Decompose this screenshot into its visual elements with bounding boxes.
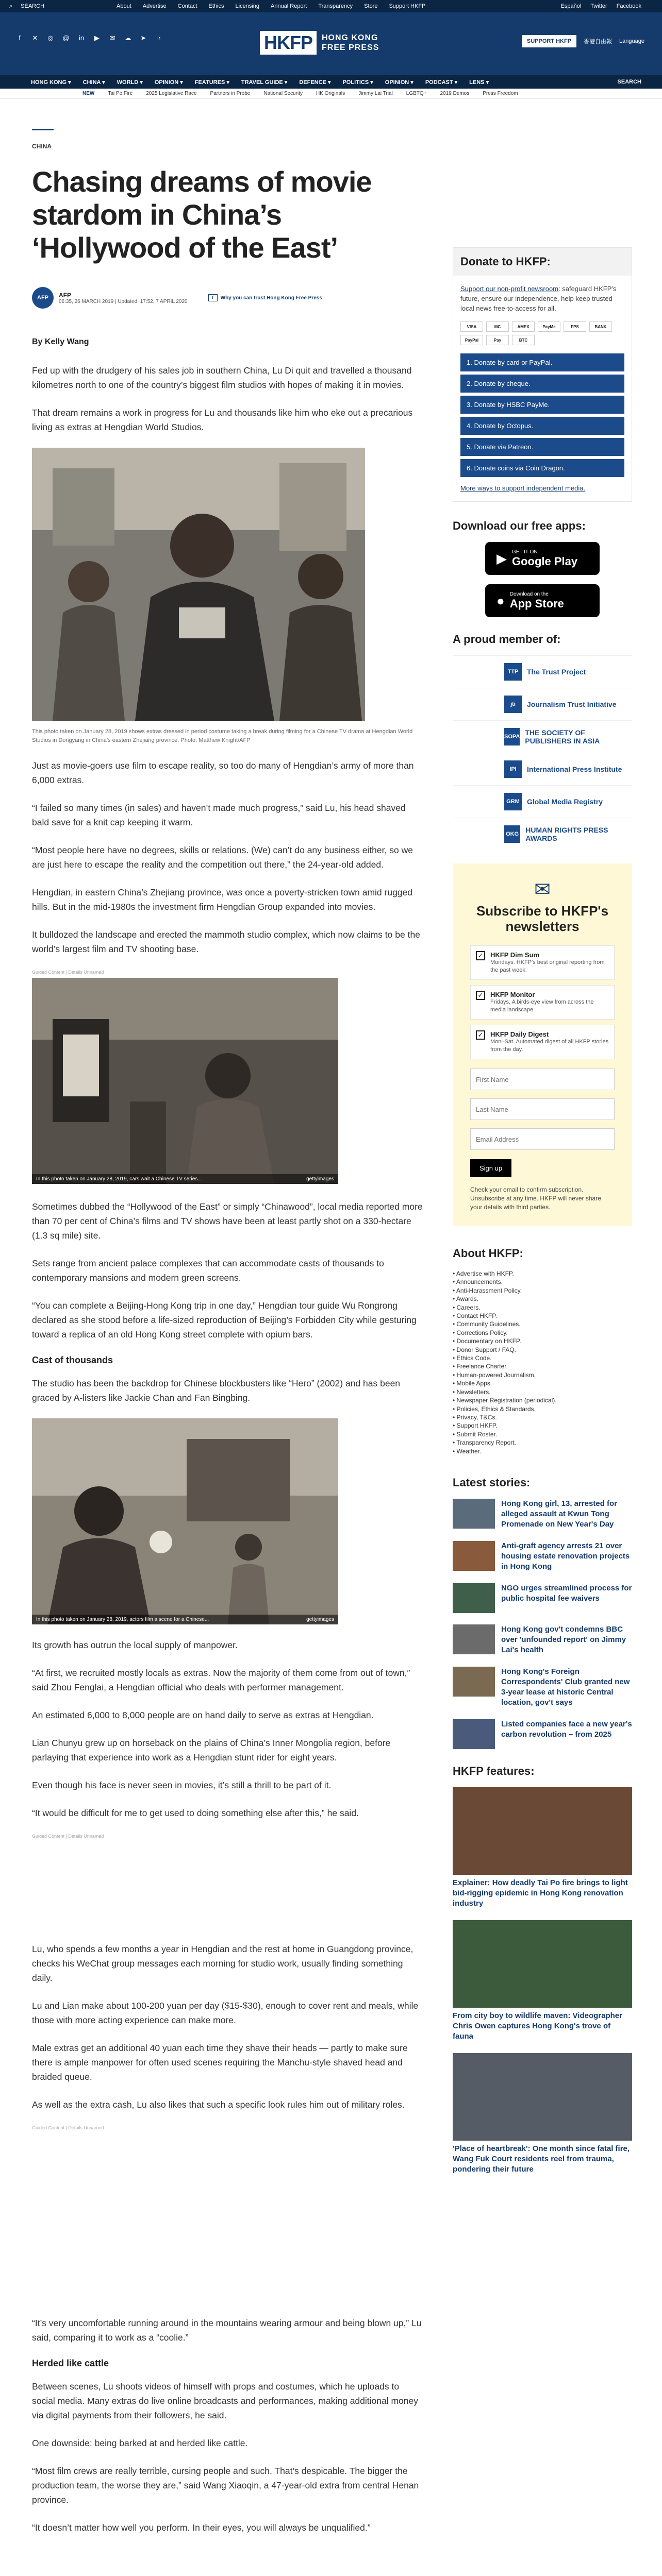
instagram-icon[interactable]: ◎ [47,34,54,42]
x-icon[interactable]: ✕ [32,34,38,42]
story-title[interactable]: Hong Kong's Foreign Correspondents' Club granted new 3-year lease at historic Central location, gov't says [501,1667,630,1707]
donate-option[interactable]: 3. Donate by HSBC PayMe. [460,396,624,414]
embed-label: Guided Content | Details Unnamed [32,1834,104,1839]
nav-item[interactable]: CHINA ▾ [82,79,105,86]
paragraph: “Most film crews are really terrible, cursing people and such. That’s despicable. The bigger the production team, the worse they are,” said Wang Xiaoqin, a 47-year-old extra from central Henan province. [32,2466,419,2505]
hkfp-logo[interactable] [260,31,379,55]
feature-image[interactable] [453,2053,632,2141]
paragraph: “It doesn’t matter how well you perform. In their eyes, you will always be unqualified.” [32,2522,371,2533]
updated-date: Updated: 17:52, 7 APRIL 2020 [118,298,188,304]
member-logo-icon: TTP [504,663,522,681]
donate-title: Donate to HKFP: [453,248,632,276]
about-link[interactable]: • Donor Support / FAQ. [453,1346,516,1353]
story-title[interactable]: Anti-graft agency arrests 21 over housing estate renovation projects in Hong Kong [501,1541,630,1571]
latest-story[interactable] [453,1667,632,1708]
language-selector[interactable]: Language [619,38,644,44]
telegram-icon[interactable]: ➤ [140,34,146,42]
member-name: International Press Institute [527,765,622,773]
member-name: THE SOCIETY OF PUBLISHERS IN ASIA [525,728,600,745]
article-category[interactable]: CHINA [32,143,52,150]
feature-image[interactable] [453,1787,632,1875]
getty-mark: gettyimages [306,1617,334,1622]
about-link[interactable]: • Privacy, T&Cs. [453,1413,497,1421]
features-title: HKFP features: [453,1764,535,1777]
trending-item[interactable]: Tai Po Fire [108,91,133,96]
newsletter-name: HKFP Dim Sum [490,951,540,959]
trending-item[interactable]: 2025 Legislative Race [146,91,197,96]
donate-intro-link[interactable]: Support our non-profit newsroom [460,285,559,293]
publish-date: 06:35, 26 MARCH 2019 [59,298,114,304]
payment-card-icon: PayPal [460,335,483,345]
nav-item[interactable]: FEATURES ▾ [194,79,229,86]
topbar-link[interactable]: Advertise [142,3,167,9]
about-link[interactable]: • Advertise with HKFP. [453,1270,514,1277]
member-logo-icon: OKG [504,825,520,843]
article [32,129,424,2548]
youtube-icon[interactable]: ▶ [94,34,100,42]
paragraph: One downside: being barked at and herded like cattle. [32,2438,248,2448]
member-item[interactable] [453,720,632,753]
nav-item[interactable]: PODCAST ▾ [425,79,458,86]
member-list [453,655,632,850]
app-store-button[interactable] [485,584,600,617]
getty-embed[interactable] [32,1418,424,1624]
about-link[interactable]: • Ethics Code. [453,1354,492,1362]
about-link[interactable]: • Support HKFP. [453,1422,498,1430]
member-item[interactable] [453,753,632,785]
trending-new-label: NEW [82,91,95,96]
story-thumbnail[interactable] [453,1541,495,1571]
story-thumbnail[interactable] [453,1624,495,1654]
feature-title[interactable]: Explainer: How deadly Tai Po fire brings to light bid-rigging epidemic in Hong Kong renovation industry [453,1878,628,1908]
getty-mark: gettyimages [306,1176,334,1182]
photo-caption: This photo taken on January 28, 2019 shows extras dressed in period costume taking a break during filming for a Chinese TV drama at Hengdian World Studios in Dongyang in China’s eastern Zhejiang province. Photo: Matthew Knight/AFP [32,728,413,743]
nav-item[interactable]: WORLD ▾ [117,79,143,86]
topbar-lang-link[interactable]: Facebook [616,3,641,9]
nav-item[interactable]: HONG KONG ▾ [31,79,71,86]
trending-item[interactable]: Partners in Probe [210,91,251,96]
story-title[interactable]: Listed companies face a new year's carbon revolution – from 2025 [501,1719,632,1739]
paragraph: The studio has been the backdrop for Chinese blockbusters like “Hero” (2002) and has been graced by A-listers like Jackie Chan and Fan Bingbing. [32,1378,401,1403]
masthead [0,12,662,75]
email-input[interactable] [470,1128,615,1150]
payment-card-icon: Pay [486,335,509,345]
chinese-link[interactable]: 香港自由報 [584,39,613,45]
checkbox-icon[interactable]: ✓ [476,951,485,960]
paragraph: Lian Chunyu grew up on horseback on the plains of China’s Inner Mongolia region, before parlaying that experience into work as a Hengdian stunt rider for eight years. [32,1738,391,1762]
embed-photo-1 [32,978,338,1184]
trending-item[interactable]: National Security [263,91,303,96]
about-link[interactable]: • Newsletters. [453,1388,491,1396]
newsletter-note: Check your email to confirm subscription. Unsubscribe at any time. HKFP will never share your details with third parties. [470,1186,601,1211]
embed-placeholder [32,2146,424,2316]
latest-story[interactable] [453,1541,632,1572]
support-button[interactable]: SUPPORT HKFP [522,35,576,47]
paragraph: “It would be difficult for me to get used to doing something else after this,” he said. [32,1808,359,1818]
paragraph: Lu and Lian make about 100-200 yuan per day ($15-$30), enough to cover rent and meals, while those with more acting experience can make more. [32,2001,419,2025]
nav-items [31,79,489,86]
paragraph: “I failed so many times (in sales) and haven’t made much progress,” said Lu, his head shaved bald save for a knit cap keeping it warm. [32,803,406,827]
about-link[interactable]: • Awards. [453,1295,479,1303]
feature-story[interactable] [453,1920,632,2042]
social-links [15,34,163,42]
story-title[interactable]: Hong Kong gov't condemns BBC over 'unfounded report' on Jimmy Lai's health [501,1624,626,1654]
donate-intro: Support our non-profit newsroom: safeguard HKFP’s future, ensure our independence, help keep trusted local news free-to-access for all. [460,285,617,312]
member-title: A proud member of: [453,633,561,646]
gp-large: Google Play [512,554,578,568]
about-link[interactable]: • Corrections Policy. [453,1329,508,1336]
newsletter-option[interactable] [470,985,615,1020]
donate-option[interactable]: 5. Donate via Patreon. [460,438,624,456]
embed-label: Guided Content | Details Unnamed [32,2125,104,2130]
newsletter-desc: Mondays. HKFP's best original reporting from the past week. [490,959,605,973]
payment-card-icon: AMEX [512,321,535,332]
nav-item[interactable]: TRAVEL GUIDE ▾ [241,79,288,86]
member-item[interactable] [453,785,632,818]
embed-caption-text: In this photo taken on January 28, 2019, actors film a scene for a Chinese... [36,1617,209,1622]
threads-icon[interactable]: @ [62,34,70,42]
trust-link[interactable] [208,294,322,301]
payment-card-icon: PayMe [538,321,560,332]
donate-widget [453,247,632,502]
newsletter-title: Subscribe to HKFP's newsletters [476,903,609,934]
nav-item[interactable]: POLITICS ▾ [342,79,373,86]
getty-embed-1[interactable] [32,978,338,1184]
topbar-link[interactable]: Licensing [235,3,259,9]
sidebar [453,247,632,2186]
newsletter-option[interactable] [470,945,615,980]
paragraph: Just as movie-goers use film to escape reality, so too do many of Hengdian’s army of more than 6,000 extras. [32,760,414,785]
story-title[interactable]: Hong Kong girl, 13, arrested for alleged assault at Kwun Tong Promenade on New Year's Day [501,1499,618,1529]
about-link[interactable]: • Careers. [453,1303,481,1311]
latest-list [453,1499,632,1749]
article-meta: AFP AFP 06:35, 26 MARCH 2019 | Updated: 17:52, 7 APRIL 2020 T Why you can trust Hong Kong Free Press [32,287,424,309]
photo-figure [32,448,424,745]
bluesky-icon[interactable]: ☁ [124,34,131,42]
features-list [453,1787,632,2175]
feature-story[interactable] [453,1787,632,1909]
nav-item[interactable]: OPINION ▾ [385,79,413,86]
rss-icon[interactable]: ◔ [157,34,161,42]
donate-intro-text: safeguard HKFP’s future, ensure our independence, help keep trusted local news free-to-access for all. [460,285,617,312]
member-logo-icon: GRM [504,793,522,810]
embed-label: Guided Content | Details Unnamed [32,970,104,975]
newsletter-desc: Fridays. A birds-eye view from across the media landscape. [490,999,594,1013]
paragraph: “Most people here have no degrees, skills or relations. (We) can’t do any business either, so we are just here to escape the reality and the competition out there,” the 24-year-old added. [32,845,413,870]
newsletter-option-text [490,1030,609,1054]
topbar-link[interactable]: Contact [177,3,197,9]
trending-item[interactable]: Jimmy Lai Trial [358,91,393,96]
nav-item[interactable]: OPINION ▾ [154,79,183,86]
gp-small: GET IT ON [512,549,538,555]
envelope-icon: ✉ [534,879,551,901]
first-name-input[interactable] [470,1069,615,1090]
section-heading: Herded like cattle [32,2358,109,2368]
logo-line1: HONG KONG [322,33,378,42]
latest-story[interactable] [453,1583,632,1613]
about-link[interactable]: • Announcements. [453,1278,503,1286]
donate-more-link[interactable]: More ways to support independent media. [460,484,586,492]
newsletter-option-text [490,951,609,974]
trust-project-icon: T [208,294,218,301]
getty-embed-2[interactable] [32,1418,338,1624]
donate-option[interactable]: 1. Donate by card or PayPal. [460,353,624,371]
checkbox-icon[interactable]: ✓ [476,991,485,1000]
payment-card-icon: FPS [564,321,586,332]
feature-title[interactable]: From city boy to wildlife maven: Videographer Chris Owen captures Hong Kong's trove of fauna [453,2011,622,2041]
story-thumbnail[interactable] [453,1667,495,1697]
story-thumbnail[interactable] [453,1499,495,1529]
donate-option[interactable]: 6. Donate coins via Coin Dragon. [460,459,624,477]
donate-option[interactable]: 2. Donate by cheque. [460,375,624,393]
latest-story[interactable] [453,1624,632,1655]
as-large: App Store [509,597,564,610]
member-logo-icon: SOPA [504,728,520,745]
paragraph: Fed up with the drudgery of his sales job in southern China, Lu Di quit and travelled a thousand kilometres north to one of the country’s biggest film studios with hopes of making it in movies. [32,365,412,390]
logo-text [322,33,379,53]
search-icon[interactable]: ⌕ [9,3,13,9]
embed-caption-1 [32,1174,338,1184]
paragraph: Even though his face is never seen in movies, it’s still a thrill to be part of it. [32,1780,332,1790]
topbar-lang-link[interactable]: Twitter [590,3,607,9]
google-play-icon: ▶ [496,550,507,566]
byline: By Kelly Wang [32,337,89,346]
about-link[interactable]: • Transparency Report. [453,1439,516,1447]
nav-item[interactable]: LENS ▾ [469,79,489,86]
member-name: Global Media Registry [527,798,603,806]
about-link[interactable]: • Mobile Apps. [453,1380,492,1387]
nav-item[interactable]: DEFENCE ▾ [299,79,331,86]
paragraph: Sets range from ancient palace complexes that can accommodate casts of thousands to contemporary mansions and modern green screens. [32,1258,384,1283]
topbar-link[interactable]: Ethics [208,3,224,9]
payment-card-icon: MC [486,321,509,332]
donate-options [460,353,624,477]
about-title: About HKFP: [453,1247,523,1260]
article-title: Chasing dreams of movie stardom in China’s ‘Hollywood of the East’ [32,165,372,264]
member-logo-icon: IPI [504,760,522,778]
paragraph: “You can complete a Beijing-Hong Kong trip in one day,” Hengdian tour guide Wu Rongrong declared as she stood before a life-sized reproduction of Beijing’s Forbidden City while gesturing toward a replica of an old Hong Kong street complete with opium bars. [32,1300,417,1340]
paragraph: Lu, who spends a few months a year in Hengdian and the rest at home in Guangdong province, checks his WeChat group messages each morning for studio work, usually finding something daily. [32,1944,413,1983]
topbar-link[interactable]: Support HKFP [389,3,426,9]
top-utility-bar [0,0,662,12]
topbar-link[interactable]: Annual Report [271,3,307,9]
newsletter-option[interactable] [470,1025,615,1059]
topbar-link[interactable]: Store [364,3,378,9]
embed-caption-text: In this photo taken on January 28, 2019, cars wait a Chinese TV series... [36,1176,202,1182]
trending-item[interactable]: Press Freedom [483,91,518,96]
masthead-actions [522,35,644,47]
paragraph: Male extras get an additional 40 yuan each time they shave their heads — partly to make sure there is ample manpower for often used scenes requiring the Manchu-style shaved head and braided queue. [32,2043,408,2082]
embed-placeholder [32,1854,424,1942]
newsletter-widget [453,863,632,1226]
donate-option[interactable]: 4. Donate by Octopus. [460,417,624,435]
paragraph: It bulldozed the landscape and erected the mammoth studio complex, which now claims to be the world’s largest film and TV shooting base. [32,929,420,954]
payment-card-icon: BANK [589,321,612,332]
payment-cards [460,321,624,345]
latest-story[interactable] [453,1719,632,1749]
nav-search[interactable]: SEARCH [617,79,641,85]
newsletter-option-text [490,991,609,1014]
newsletter-name: HKFP Daily Digest [490,1030,549,1038]
topbar-links [117,3,425,9]
logo-box: HKFP [260,31,317,55]
getty-embed[interactable] [32,970,424,1184]
checkbox-icon[interactable]: ✓ [476,1030,485,1040]
paragraph: As well as the extra cash, Lu also likes that such a specific look rules him out of military roles. [32,2099,405,2110]
paragraph: Sometimes dubbed the “Hollywood of the East” or simply “Chinawood”, local media reported more than 70 per cent of China’s films and TV shows have been at least partly shot on a 330-hectare (1.3 sq mile) site. [32,1201,423,1241]
trending-bar [0,89,662,99]
about-link[interactable]: • Human-powered Journalism. [453,1371,536,1379]
author-avatar[interactable]: AFP [32,287,54,309]
paragraph: Its growth has outrun the local supply of manpower. [32,1640,238,1650]
linkedin-icon[interactable]: in [78,34,85,42]
member-item[interactable] [453,818,632,850]
topbar-lang [561,3,662,9]
facebook-icon[interactable]: f [19,34,21,42]
trending-item[interactable]: 2019 Demos [440,91,470,96]
member-item[interactable] [453,655,632,688]
member-logo-icon: jti [504,696,522,713]
paragraph: Between scenes, Lu shoots videos of himself with props and costumes, which he uploads to social media. Many extras do live online broadcasts and performances, making additional money via digital payments from their followers, he said. [32,2381,419,2420]
last-name-input[interactable] [470,1098,615,1120]
about-link[interactable]: • Anti-Harassment Policy. [453,1286,522,1294]
story-thumbnail[interactable] [453,1583,495,1613]
member-name: Journalism Trust Initiative [527,700,617,708]
trust-text: Why you can trust Hong Kong Free Press [220,295,322,301]
about-list [453,1269,632,1455]
trending-item[interactable]: HK Originals [316,91,345,96]
latest-title: Latest stories: [453,1476,531,1489]
about-link[interactable]: • Submit Roster. [453,1430,498,1438]
payment-card-icon: BTC [512,335,535,345]
about-link[interactable]: • Documentary on HKFP. [453,1337,521,1345]
about-link[interactable]: • Policies, Ethics & Standards. [453,1405,536,1413]
newsletter-options [470,945,615,1059]
topbar-search[interactable]: SEARCH [21,3,45,9]
google-play-button[interactable] [485,542,600,575]
title-rule [32,129,54,130]
author-name[interactable]: AFP [59,291,71,299]
paragraph: “At first, we recruited mostly locals as extras. Now the majority of them come from out of town,” said Zhou Fenglai, a Hengdian official who deals with performer management. [32,1668,410,1692]
paragraph: Hengdian, in eastern China’s Zhejiang province, was once a poverty-stricken town amid rugged hills. But in the mid-1980s the investment firm Hengdian Group expanded into movies. [32,887,412,912]
topbar-link[interactable]: Transparency [318,3,353,9]
apple-icon: ● [496,592,505,608]
section-heading: Cast of thousands [32,1355,113,1365]
email-icon[interactable]: ✉ [109,34,115,42]
signup-button[interactable]: Sign up [470,1159,511,1177]
member-item[interactable] [453,688,632,720]
paragraph: That dream remains a work in progress for Lu and thousands like him who eke out a precarious living as extras at Hengdian World Studios. [32,408,413,432]
about-link[interactable]: • Community Guidelines. [453,1320,521,1328]
embed-caption-2 [32,1615,338,1624]
about-link[interactable]: • Weather. [453,1447,482,1455]
logo-line2: FREE PRESS [322,43,379,52]
story-thumbnail[interactable] [453,1719,495,1749]
about-link[interactable]: • Newspaper Registration (periodical). [453,1397,557,1404]
topbar-link[interactable]: About [117,3,131,9]
apps-title: Download our free apps: [453,519,586,532]
member-name: HUMAN RIGHTS PRESS AWARDS [525,826,608,842]
about-link[interactable]: • Contact HKFP. [453,1312,498,1320]
trending-item[interactable]: LGBTQ+ [406,91,427,96]
member-name: The Trust Project [527,668,586,676]
extras-photo[interactable] [32,448,365,721]
main-nav [0,75,662,89]
newsletter-desc: Mon–Sat. Automated digest of all HKFP stories from the day. [490,1039,609,1053]
feature-title[interactable]: 'Place of heartbreak': One month since fatal fire, Wang Fuk Court residents reel from trauma, pondering their future [453,2144,630,2174]
feature-image[interactable] [453,1920,632,2008]
embed-photo-2 [32,1418,338,1624]
story-title[interactable]: NGO urges streamlined process for public hospital fee waivers [501,1583,632,1603]
latest-story[interactable] [453,1499,632,1530]
topbar-lang-link[interactable]: Español [560,3,582,9]
paragraph: “It’s very uncomfortable running around in the mountains wearing armour and being blown up,” Lu said, comparing it to work as a “coolie.” [32,2318,422,2343]
payment-card-icon: VISA [460,321,483,332]
about-link[interactable]: • Freelance Charter. [453,1363,508,1370]
paragraph: An estimated 6,000 to 8,000 people are on hand daily to serve as extras at Hengdian. [32,1710,374,1720]
as-small: Download on the [509,591,549,597]
feature-story[interactable] [453,2053,632,2175]
newsletter-name: HKFP Monitor [490,991,535,998]
